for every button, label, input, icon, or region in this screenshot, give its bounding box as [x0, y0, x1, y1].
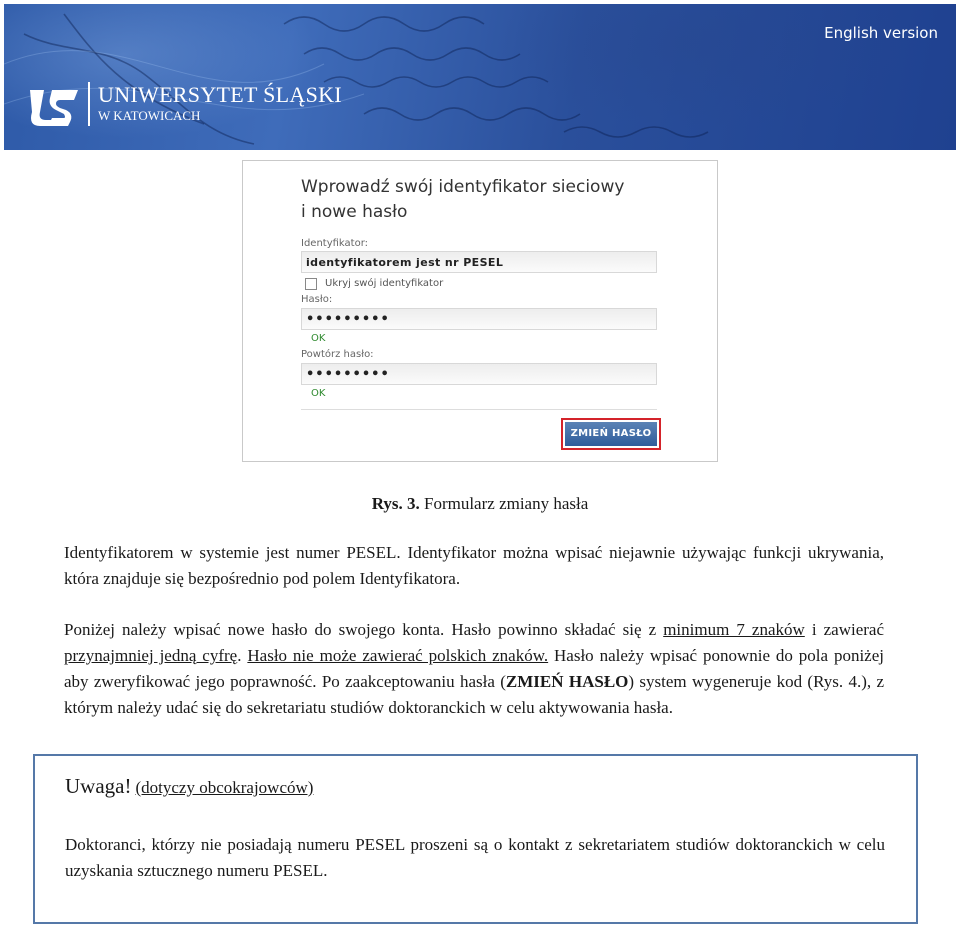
form-divider	[301, 409, 657, 410]
paragraph-password-rules	[64, 617, 884, 721]
form-title-line1: Wprowadź swój identyfikator sieciowy	[301, 177, 625, 197]
handwriting-background	[4, 4, 956, 150]
form-title-line2: i nowe hasło	[301, 202, 408, 222]
header-banner	[4, 4, 956, 150]
button-reference: ZMIEŃ HASŁO	[505, 672, 629, 691]
identifier-input[interactable]: identyfikatorem jest nr PESEL	[301, 251, 657, 273]
password-label: Hasło:	[301, 294, 333, 305]
repeat-password-label: Powtórz hasło:	[301, 349, 374, 360]
university-name: UNIWERSYTET ŚLĄSKI	[98, 82, 342, 107]
min-length-rule: minimum 7 znaków	[663, 620, 805, 639]
figure-caption	[0, 494, 960, 514]
note-subtitle: (dotyczy obcokrajowców)	[135, 778, 314, 797]
university-logo[interactable]	[26, 82, 342, 126]
text-segment: Hasło należy wpisać ponownie do pola poniżej aby zweryfikować jego poprawność. Po zaakceptowaniu hasła (	[64, 646, 884, 691]
foreigners-note-box	[33, 754, 918, 924]
text-segment: i zawierać	[804, 620, 884, 639]
note-heading	[65, 774, 313, 799]
text-segment: Poniżej należy wpisać nowe hasło do swojego konta. Hasło powinno składać się z	[64, 620, 664, 639]
password-status: OK	[311, 333, 326, 344]
note-body: Doktoranci, którzy nie posiadają numeru PESEL proszeni są o kontakt z sekretariatem studiów doktoranckich w celu uzyskania sztucznego numeru PESEL.	[65, 835, 885, 880]
no-polish-chars-rule: Hasło nie może zawierać polskich znaków.	[247, 646, 549, 665]
digit-rule: przynajmniej jedną cyfrę	[64, 646, 238, 665]
figure-title: Formularz zmiany hasła	[424, 494, 589, 513]
university-city: W KATOWICACH	[98, 108, 201, 123]
university-emblem-icon	[26, 82, 82, 126]
text-segment: .	[237, 646, 248, 665]
password-change-form-figure	[242, 160, 718, 462]
paragraph-identifier: Identyfikatorem w systemie jest numer PESEL. Identyfikator można wpisać niejawnie używając funkcji ukrywania, która znajduje się bezpośrednio pod polem Identyfikatora.	[64, 543, 884, 588]
submit-highlight	[561, 418, 661, 450]
change-password-button[interactable]: ZMIEŃ HASŁO	[565, 422, 657, 446]
repeat-password-input[interactable]: •••••••••	[301, 363, 657, 385]
note-title: Uwaga!	[65, 774, 132, 798]
identifier-label: Identyfikator:	[301, 238, 369, 249]
university-wordmark	[98, 83, 342, 125]
figure-label: Rys. 3.	[371, 494, 420, 513]
english-version-link[interactable]: English version	[824, 24, 938, 42]
logo-divider	[88, 82, 90, 126]
text-segment: ) system wygeneruje kod (Rys. 4.), z którym należy udać się do sekretariatu studiów doktoranckich w celu aktywowania hasła.	[64, 672, 884, 717]
hide-identifier-checkbox[interactable]	[305, 278, 317, 290]
password-input[interactable]: •••••••••	[301, 308, 657, 330]
hide-identifier-label: Ukryj swój identyfikator	[325, 278, 444, 289]
repeat-password-status: OK	[311, 388, 326, 399]
form-title	[301, 175, 624, 225]
